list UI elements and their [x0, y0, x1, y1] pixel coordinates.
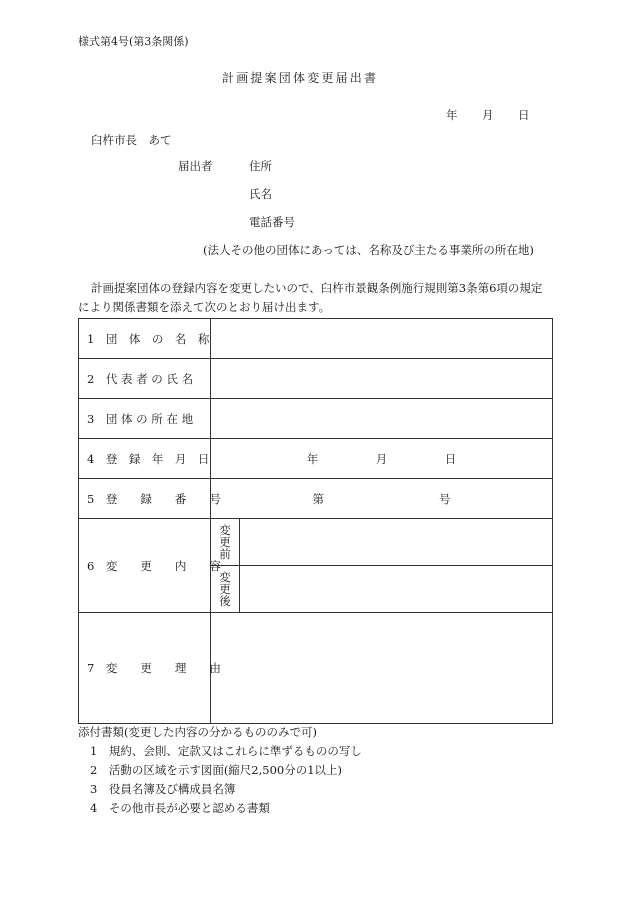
table-row — [79, 399, 553, 439]
address-label: 住所 — [249, 159, 272, 173]
attachment-item: 1 規約、会則、定款又はこれらに準ずるものの写し — [90, 744, 362, 758]
representative-name-label: 2 代 表 者 の 氏 名 — [79, 359, 211, 399]
applicant-label: 届出者 — [178, 159, 213, 173]
before-change-label: 変更前 — [211, 519, 240, 566]
table-row — [79, 359, 553, 399]
body-text — [78, 279, 554, 317]
table-row — [79, 519, 553, 566]
registration-number-field[interactable]: 第 号 — [211, 479, 553, 519]
body-text-line-2: により関係書類を添えて次のとおり届け出ます。 — [78, 300, 331, 314]
submission-date — [446, 110, 530, 122]
table-row — [79, 613, 553, 724]
body-text-line-1: 計画提案団体の登録内容を変更したいので、臼杵市景観条例施行規則第3条第6項の規定 — [91, 281, 543, 295]
group-name-field[interactable] — [211, 319, 553, 359]
change-reason-field[interactable] — [211, 613, 553, 724]
registration-date-field[interactable]: 年 月 日 — [211, 439, 553, 479]
phone-label: 電話番号 — [249, 215, 295, 229]
date-day-label: 日 — [518, 108, 530, 122]
change-details-label: 6 変 更 内 容 — [79, 519, 211, 613]
table-row — [79, 439, 553, 479]
group-address-field[interactable] — [211, 399, 553, 439]
after-change-label: 変更後 — [211, 566, 240, 613]
group-address-label: 3 団 体 の 所 在 地 — [79, 399, 211, 439]
table-row — [79, 319, 553, 359]
name-label: 氏名 — [249, 187, 272, 201]
date-year-label: 年 — [446, 108, 458, 122]
form-number: 様式第4号(第3条関係) — [78, 35, 189, 48]
change-reason-label: 7 変 更 理 由 — [79, 613, 211, 724]
table-row — [79, 479, 553, 519]
addressee: 臼杵市長 あて — [91, 133, 172, 147]
before-change-field[interactable] — [240, 519, 553, 566]
attachment-item: 4 その他市長が必要と認める書類 — [90, 801, 270, 815]
document-title: 計画提案団体変更届出書 — [222, 71, 379, 85]
registration-number-label: 5 登 録 番 号 — [79, 479, 211, 519]
representative-name-field[interactable] — [211, 359, 553, 399]
attachments-heading: 添付書類(変更した内容の分かるもののみで可) — [78, 725, 317, 739]
attachment-item: 3 役員名簿及び構成員名簿 — [90, 782, 236, 796]
date-month-label: 月 — [482, 108, 494, 122]
after-change-field[interactable] — [240, 566, 553, 613]
registration-change-table — [78, 318, 553, 724]
registration-date-label: 4 登 録 年 月 日 — [79, 439, 211, 479]
attachment-item: 2 活動の区域を示す図面(縮尺2,500分の1以上) — [90, 763, 343, 777]
group-name-label: 1 団 体 の 名 称 — [79, 319, 211, 359]
corporate-note: (法人その他の団体にあっては、名称及び主たる事業所の所在地) — [203, 243, 534, 257]
